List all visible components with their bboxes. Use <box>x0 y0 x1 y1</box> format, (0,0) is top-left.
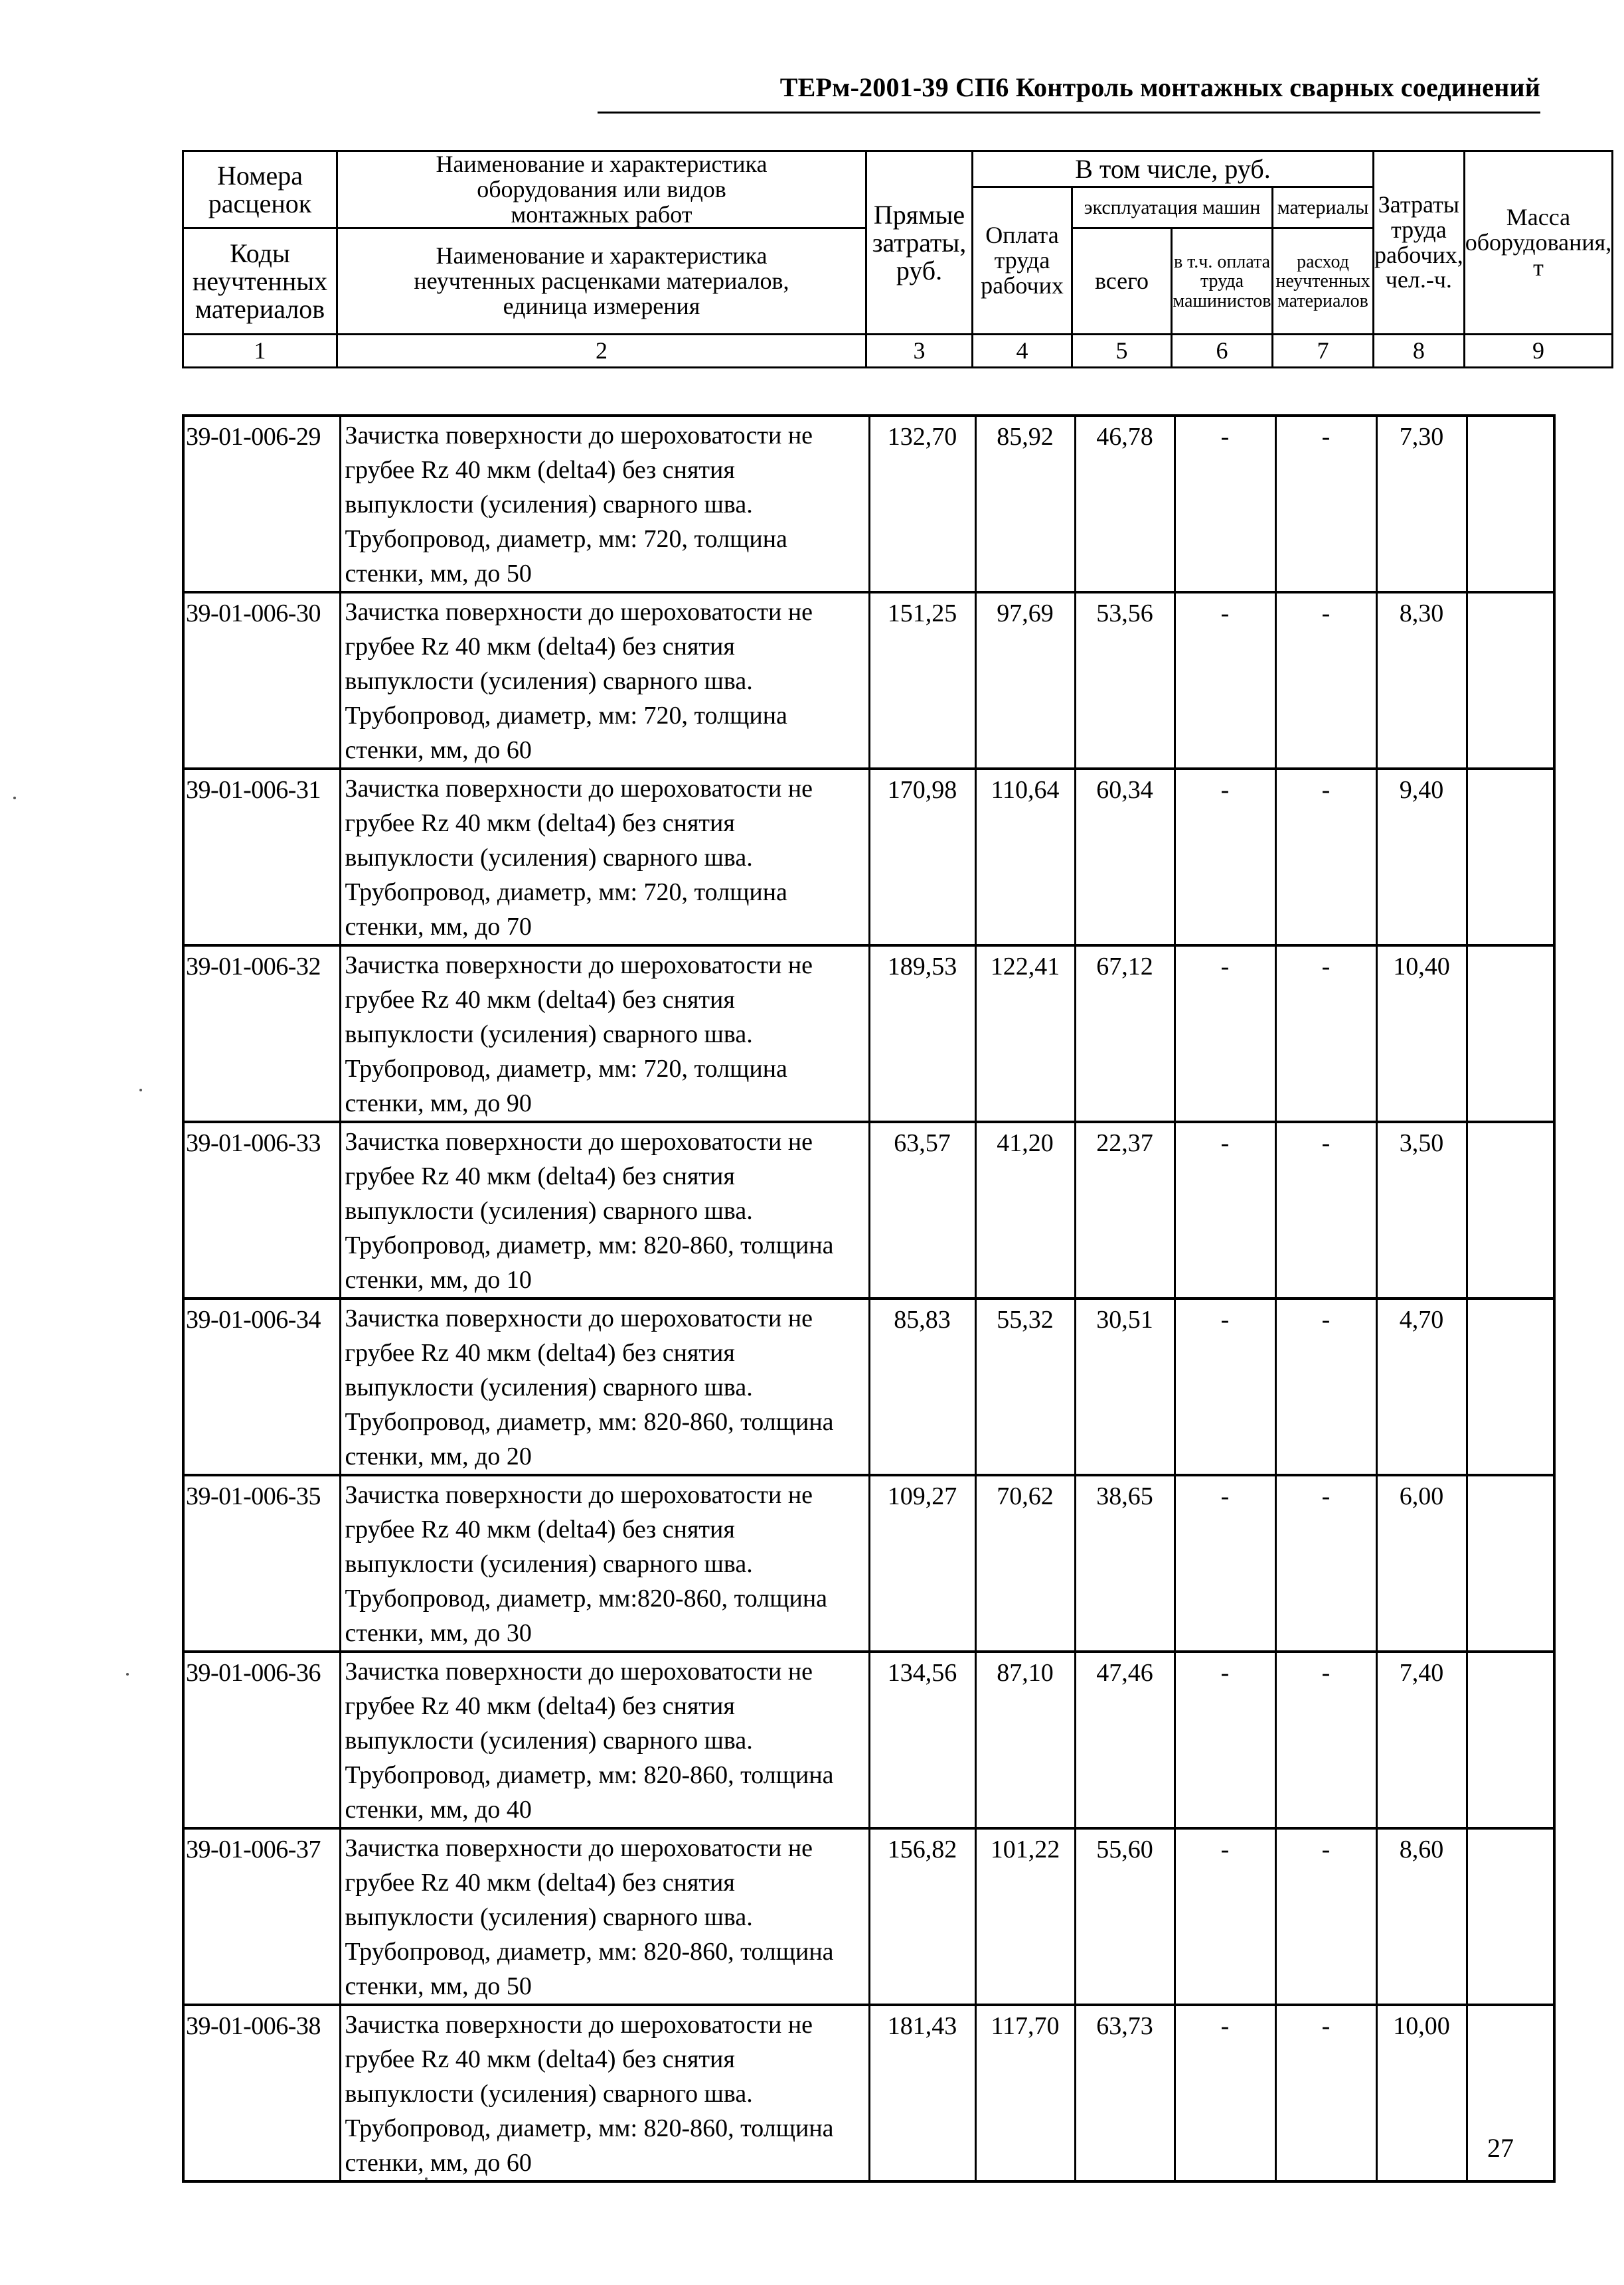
labor-costs: 7,40 <box>1376 1652 1467 1828</box>
scan-speck <box>139 1089 142 1091</box>
rate-code: 39-01-006-32 <box>183 945 340 1122</box>
material-consumption: - <box>1275 769 1376 945</box>
operator-wages: - <box>1175 1828 1275 2005</box>
scan-speck <box>13 797 16 799</box>
direct-costs: 85,83 <box>869 1299 975 1475</box>
header-labor-costs: Затраты труда рабочих, чел.-ч. <box>1374 151 1465 335</box>
machines-total: 22,37 <box>1075 1122 1175 1299</box>
direct-costs: 170,98 <box>869 769 975 945</box>
header-direct-costs: Прямые затраты, руб. <box>866 151 973 335</box>
rate-description: Зачистка поверхности до шероховатости не грубее Rz 40 мкм (delta4) без снятия выпуклости (усиления) сварного шва. Трубопровод, диаметр, мм: 820-860, толщина стенки, мм, до 60 <box>340 2005 869 2181</box>
rate-code: 39-01-006-34 <box>183 1299 340 1475</box>
machines-total: 67,12 <box>1075 945 1175 1122</box>
material-consumption: - <box>1275 1475 1376 1652</box>
rate-description: Зачистка поверхности до шероховатости не грубее Rz 40 мкм (delta4) без снятия выпуклости (усиления) сварного шва. Трубопровод, диаметр, мм: 820-860, толщина стенки, мм, до 40 <box>340 1652 869 1828</box>
direct-costs: 151,25 <box>869 592 975 769</box>
direct-costs: 134,56 <box>869 1652 975 1828</box>
material-consumption: - <box>1275 1828 1376 2005</box>
labor-costs: 8,30 <box>1376 592 1467 769</box>
table-row <box>183 1122 1554 1299</box>
equipment-mass <box>1467 592 1554 769</box>
header-machines: эксплуатация машин <box>1072 187 1273 228</box>
direct-costs: 109,27 <box>869 1475 975 1652</box>
rate-code: 39-01-006-38 <box>183 2005 340 2181</box>
header-material-name: Наименование и характеристика неучтенных расценками материалов, единица измерения <box>337 228 866 335</box>
machines-total: 30,51 <box>1075 1299 1175 1475</box>
wages: 101,22 <box>975 1828 1075 2005</box>
labor-costs: 4,70 <box>1376 1299 1467 1475</box>
header-code-unaccounted: Коды неучтенных материалов <box>183 228 337 335</box>
table-row <box>183 2005 1554 2181</box>
machines-total: 46,78 <box>1075 416 1175 592</box>
wages: 55,32 <box>975 1299 1075 1475</box>
direct-costs: 132,70 <box>869 416 975 592</box>
operator-wages: - <box>1175 1475 1275 1652</box>
col-number: 2 <box>337 335 866 368</box>
operator-wages: - <box>1175 2005 1275 2181</box>
direct-costs: 189,53 <box>869 945 975 1122</box>
rate-code: 39-01-006-36 <box>183 1652 340 1828</box>
labor-costs: 8,60 <box>1376 1828 1467 2005</box>
header-work-name: Наименование и характеристика оборудования или видов монтажных работ <box>337 151 866 228</box>
wages: 110,64 <box>975 769 1075 945</box>
wages: 70,62 <box>975 1475 1075 1652</box>
col-number: 4 <box>973 335 1072 368</box>
labor-costs: 3,50 <box>1376 1122 1467 1299</box>
equipment-mass <box>1467 945 1554 1122</box>
material-consumption: - <box>1275 1299 1376 1475</box>
direct-costs: 156,82 <box>869 1828 975 2005</box>
operator-wages: - <box>1175 1299 1275 1475</box>
operator-wages: - <box>1175 416 1275 592</box>
table-row <box>183 1652 1554 1828</box>
labor-costs: 10,00 <box>1376 2005 1467 2181</box>
rate-code: 39-01-006-29 <box>183 416 340 592</box>
operator-wages: - <box>1175 1652 1275 1828</box>
scan-speck <box>126 1673 129 1676</box>
material-consumption: - <box>1275 592 1376 769</box>
machines-total: 53,56 <box>1075 592 1175 769</box>
operator-wages: - <box>1175 769 1275 945</box>
col-number: 6 <box>1172 335 1273 368</box>
table-row <box>183 945 1554 1122</box>
operator-wages: - <box>1175 592 1275 769</box>
rate-code: 39-01-006-35 <box>183 1475 340 1652</box>
labor-costs: 7,30 <box>1376 416 1467 592</box>
rate-description: Зачистка поверхности до шероховатости не грубее Rz 40 мкм (delta4) без снятия выпуклости (усиления) сварного шва. Трубопровод, диаметр, мм: 720, толщина стенки, мм, до 50 <box>340 416 869 592</box>
wages: 41,20 <box>975 1122 1075 1299</box>
equipment-mass <box>1467 769 1554 945</box>
header-materials: материалы <box>1273 187 1374 228</box>
equipment-mass <box>1467 1475 1554 1652</box>
header-group-including: В том числе, руб. <box>973 151 1374 187</box>
col-number: 3 <box>866 335 973 368</box>
header-wages: Оплата труда рабочих <box>973 187 1072 335</box>
wages: 87,10 <box>975 1652 1075 1828</box>
header-rate-numbers: Номера расценок <box>183 151 337 228</box>
operator-wages: - <box>1175 945 1275 1122</box>
scan-speck <box>425 2177 428 2180</box>
header-equipment-mass: Масса оборудования, т <box>1464 151 1612 335</box>
rate-code: 39-01-006-33 <box>183 1122 340 1299</box>
machines-total: 60,34 <box>1075 769 1175 945</box>
rate-description: Зачистка поверхности до шероховатости не грубее Rz 40 мкм (delta4) без снятия выпуклости (усиления) сварного шва. Трубопровод, диаметр, мм: 720, толщина стенки, мм, до 60 <box>340 592 869 769</box>
table-row <box>183 1299 1554 1475</box>
operator-wages: - <box>1175 1122 1275 1299</box>
equipment-mass <box>1467 1652 1554 1828</box>
rate-description: Зачистка поверхности до шероховатости не грубее Rz 40 мкм (delta4) без снятия выпуклости (усиления) сварного шва. Трубопровод, диаметр, мм: 820-860, толщина стенки, мм, до 10 <box>340 1122 869 1299</box>
header-operator-wages: в т.ч. оплата труда машинистов <box>1172 228 1273 335</box>
header-rule <box>598 112 1540 114</box>
col-number: 9 <box>1464 335 1612 368</box>
rate-description: Зачистка поверхности до шероховатости не грубее Rz 40 мкм (delta4) без снятия выпуклости (усиления) сварного шва. Трубопровод, диаметр, мм: 720, толщина стенки, мм, до 90 <box>340 945 869 1122</box>
machines-total: 47,46 <box>1075 1652 1175 1828</box>
labor-costs: 9,40 <box>1376 769 1467 945</box>
rates-table <box>182 414 1556 2183</box>
table-row <box>183 769 1554 945</box>
machines-total: 55,60 <box>1075 1828 1175 2005</box>
col-number: 8 <box>1374 335 1465 368</box>
table-row <box>183 1475 1554 1652</box>
col-number: 5 <box>1072 335 1172 368</box>
material-consumption: - <box>1275 945 1376 1122</box>
page-number: 27 <box>1487 2133 1514 2163</box>
machines-total: 63,73 <box>1075 2005 1175 2181</box>
equipment-mass <box>1467 1828 1554 2005</box>
wages: 85,92 <box>975 416 1075 592</box>
table-row <box>183 416 1554 592</box>
rate-code: 39-01-006-31 <box>183 769 340 945</box>
rate-description: Зачистка поверхности до шероховатости не грубее Rz 40 мкм (delta4) без снятия выпуклости (усиления) сварного шва. Трубопровод, диаметр, мм: 720, толщина стенки, мм, до 70 <box>340 769 869 945</box>
rate-description: Зачистка поверхности до шероховатости не грубее Rz 40 мкм (delta4) без снятия выпуклости (усиления) сварного шва. Трубопровод, диаметр, мм: 820-860, толщина стенки, мм, до 50 <box>340 1828 869 2005</box>
header-machines-total: всего <box>1072 228 1172 335</box>
machines-total: 38,65 <box>1075 1475 1175 1652</box>
rate-description: Зачистка поверхности до шероховатости не грубее Rz 40 мкм (delta4) без снятия выпуклости (усиления) сварного шва. Трубопровод, диаметр, мм:820-860, толщина стенки, мм, до 30 <box>340 1475 869 1652</box>
table-row <box>183 592 1554 769</box>
header-material-consumption: расход неучтенных материалов <box>1273 228 1374 335</box>
material-consumption: - <box>1275 2005 1376 2181</box>
rate-code: 39-01-006-30 <box>183 592 340 769</box>
labor-costs: 6,00 <box>1376 1475 1467 1652</box>
direct-costs: 181,43 <box>869 2005 975 2181</box>
rate-code: 39-01-006-37 <box>183 1828 340 2005</box>
wages: 97,69 <box>975 592 1075 769</box>
equipment-mass <box>1467 1299 1554 1475</box>
rate-description: Зачистка поверхности до шероховатости не грубее Rz 40 мкм (delta4) без снятия выпуклости (усиления) сварного шва. Трубопровод, диаметр, мм: 820-860, толщина стенки, мм, до 20 <box>340 1299 869 1475</box>
material-consumption: - <box>1275 1652 1376 1828</box>
col-number: 1 <box>183 335 337 368</box>
material-consumption: - <box>1275 1122 1376 1299</box>
table-row <box>183 1828 1554 2005</box>
equipment-mass <box>1467 416 1554 592</box>
equipment-mass <box>1467 1122 1554 1299</box>
direct-costs: 63,57 <box>869 1122 975 1299</box>
col-number: 7 <box>1273 335 1374 368</box>
wages: 117,70 <box>975 2005 1075 2181</box>
material-consumption: - <box>1275 416 1376 592</box>
wages: 122,41 <box>975 945 1075 1122</box>
table-header <box>182 150 1613 368</box>
page-title: ТЕРм-2001-39 СП6 Контроль монтажных сварных соединений <box>779 72 1540 102</box>
labor-costs: 10,40 <box>1376 945 1467 1122</box>
